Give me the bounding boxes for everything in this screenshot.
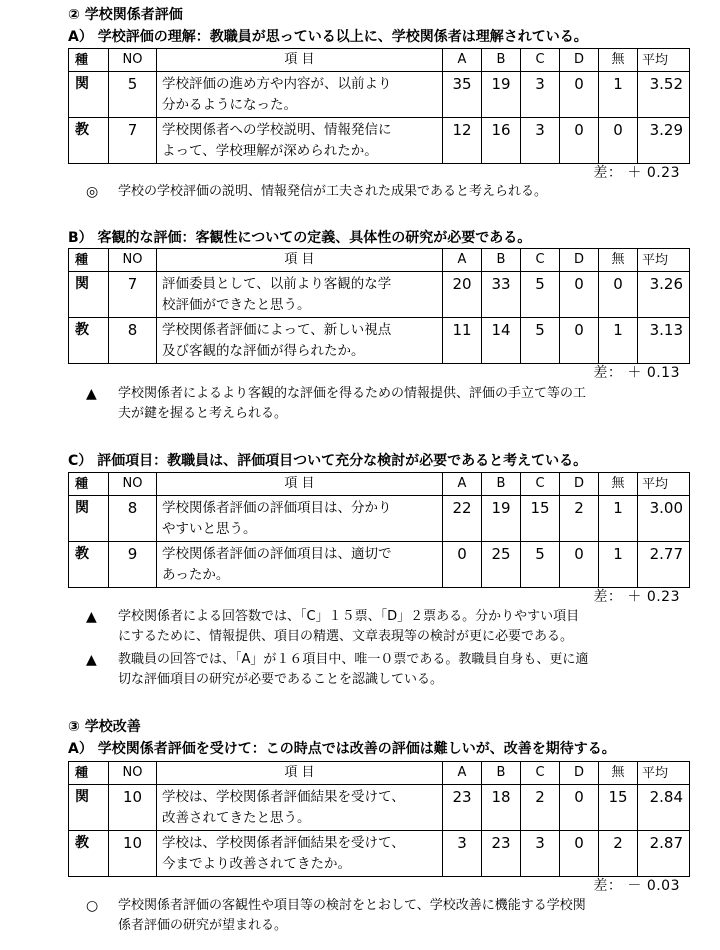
cell-no: 10 <box>109 785 157 831</box>
cell-kind: 関 <box>69 496 109 542</box>
header-avg: 平均 <box>638 249 690 272</box>
cell-avg: 2.87 <box>638 831 690 877</box>
cell-b: 16 <box>482 118 521 164</box>
table-header-row <box>69 473 690 496</box>
header-a: A <box>443 249 482 272</box>
cell-item <box>157 272 443 318</box>
cell-a: 3 <box>443 831 482 877</box>
header-b: B <box>482 762 521 785</box>
cell-item <box>157 496 443 542</box>
cell-item-line: 学校は、学校関係者評価結果を受けて、 <box>162 835 405 851</box>
cell-no: 10 <box>109 831 157 877</box>
cell-kind: 関 <box>69 785 109 831</box>
cell-none: 1 <box>599 318 638 364</box>
cell-no: 7 <box>109 118 157 164</box>
note-line: 学校関係者によるより客観的な評価を得るための情報提供、評価の手立て等の工 <box>118 386 587 401</box>
note-text <box>118 650 588 690</box>
header-none: 無 <box>599 49 638 72</box>
cell-b: 23 <box>482 831 521 877</box>
diff-2a: 差： ＋ 0.23 <box>593 165 680 181</box>
section2-title: ② 学校関係者評価 <box>68 7 183 23</box>
cell-a: 35 <box>443 72 482 118</box>
note-mark: ○ <box>86 898 99 914</box>
cell-none: 0 <box>599 118 638 164</box>
cell-no: 9 <box>109 542 157 588</box>
header-d: D <box>560 49 599 72</box>
cell-item-line: あったか。 <box>162 567 230 583</box>
cell-b: 19 <box>482 496 521 542</box>
header-a: A <box>443 762 482 785</box>
header-b: B <box>482 473 521 496</box>
cell-item-line: 学校は、学校関係者評価結果を受けて、 <box>162 789 405 805</box>
cell-a: 23 <box>443 785 482 831</box>
cell-d: 0 <box>560 318 599 364</box>
cell-no: 7 <box>109 272 157 318</box>
cell-avg: 3.26 <box>638 272 690 318</box>
note-text <box>118 607 579 647</box>
note-mark: ▲ <box>86 386 97 402</box>
section2a-heading: A） 学校評価の理解：教職員が思っている以上に、学校関係者は理解されている。 <box>68 29 588 45</box>
header-a: A <box>443 473 482 496</box>
cell-c: 5 <box>521 272 560 318</box>
cell-item <box>157 318 443 364</box>
header-c: C <box>521 49 560 72</box>
cell-item-line: 学校関係者評価によって、新しい視点 <box>162 322 392 338</box>
header-item: 項 目 <box>157 473 443 496</box>
header-d: D <box>560 249 599 272</box>
cell-d: 0 <box>560 785 599 831</box>
cell-item-line: 評価委員として、以前より客観的な学 <box>162 276 392 292</box>
cell-d: 0 <box>560 72 599 118</box>
cell-c: 3 <box>521 831 560 877</box>
note-text <box>118 896 586 936</box>
cell-no: 8 <box>109 318 157 364</box>
cell-none: 1 <box>599 496 638 542</box>
note-line: 係者評価の研究が望まれる。 <box>118 918 288 933</box>
cell-a: 20 <box>443 272 482 318</box>
cell-item-line: 分かるようになった。 <box>162 97 297 113</box>
header-none: 無 <box>599 473 638 496</box>
header-avg: 平均 <box>638 762 690 785</box>
note-mark: ◎ <box>86 184 99 200</box>
cell-kind: 教 <box>69 831 109 877</box>
cell-avg: 3.52 <box>638 72 690 118</box>
table-header-row <box>69 49 690 72</box>
header-item: 項 目 <box>157 249 443 272</box>
cell-b: 14 <box>482 318 521 364</box>
cell-b: 18 <box>482 785 521 831</box>
header-kind: 種 <box>69 249 109 272</box>
cell-c: 5 <box>521 542 560 588</box>
header-c: C <box>521 473 560 496</box>
table-row <box>69 496 690 542</box>
cell-item-line: 校評価ができたと思う。 <box>162 297 311 313</box>
cell-avg: 3.00 <box>638 496 690 542</box>
cell-a: 0 <box>443 542 482 588</box>
header-kind: 種 <box>69 49 109 72</box>
note-text <box>118 182 547 202</box>
table-header-row <box>69 249 690 272</box>
header-item: 項 目 <box>157 762 443 785</box>
table-row <box>69 318 690 364</box>
cell-b: 25 <box>482 542 521 588</box>
cell-c: 3 <box>521 118 560 164</box>
header-none: 無 <box>599 249 638 272</box>
cell-a: 12 <box>443 118 482 164</box>
section2c-heading: C） 評価項目：教職員は、評価項目ついて充分な検討が必要であると考えている。 <box>68 453 588 469</box>
cell-d: 0 <box>560 831 599 877</box>
cell-kind: 教 <box>69 118 109 164</box>
table-row <box>69 831 690 877</box>
cell-c: 2 <box>521 785 560 831</box>
cell-d: 0 <box>560 542 599 588</box>
header-b: B <box>482 49 521 72</box>
cell-none: 2 <box>599 831 638 877</box>
header-none: 無 <box>599 762 638 785</box>
cell-item-line: よって、学校理解が深められたか。 <box>162 143 378 159</box>
note-mark: ▲ <box>86 652 97 668</box>
cell-item-line: 今までより改善されてきたか。 <box>162 856 351 872</box>
header-no: NO <box>109 49 157 72</box>
cell-none: 1 <box>599 72 638 118</box>
diff-2c: 差： ＋ 0.23 <box>593 589 680 605</box>
header-kind: 種 <box>69 762 109 785</box>
cell-none: 1 <box>599 542 638 588</box>
cell-avg: 2.84 <box>638 785 690 831</box>
cell-b: 19 <box>482 72 521 118</box>
table-2b <box>68 248 690 364</box>
table-row <box>69 72 690 118</box>
cell-kind: 関 <box>69 272 109 318</box>
header-d: D <box>560 473 599 496</box>
note-line: 夫が鍵を握ると考えられる。 <box>118 406 288 421</box>
table-row <box>69 785 690 831</box>
header-a: A <box>443 49 482 72</box>
cell-no: 8 <box>109 496 157 542</box>
cell-kind: 教 <box>69 318 109 364</box>
note-line: 学校関係者評価の客観性や項目等の検討をとおして、学校改善に機能する学校関 <box>118 898 586 913</box>
cell-item-line: 学校関係者評価の評価項目は、分かり <box>162 500 392 516</box>
section3a-heading: A） 学校関係者評価を受けて：この時点では改善の評価は難しいが、改善を期待する。 <box>68 741 616 757</box>
header-no: NO <box>109 762 157 785</box>
cell-item-line: 改善されてきたと思う。 <box>162 810 311 826</box>
table-row <box>69 118 690 164</box>
header-d: D <box>560 762 599 785</box>
cell-c: 3 <box>521 72 560 118</box>
note-line: にするために、情報提供、項目の精選、文章表現等の検討が更に必要である。 <box>118 629 574 644</box>
cell-item-line: やすいと思う。 <box>162 521 257 537</box>
cell-avg: 3.13 <box>638 318 690 364</box>
cell-item-line: 及び客観的な評価が得られたか。 <box>162 343 365 359</box>
table-2a <box>68 48 690 164</box>
table-header-row <box>69 762 690 785</box>
cell-d: 0 <box>560 118 599 164</box>
note-line: 学校の学校評価の説明、情報発信が工夫された成果であると考えられる。 <box>118 184 548 199</box>
section3-title: ③ 学校改善 <box>68 719 141 735</box>
cell-none: 0 <box>599 272 638 318</box>
note-line: 切な評価項目の研究が必要であることを認識している。 <box>118 672 444 687</box>
section2b-heading: B） 客観的な評価：客観性についての定義、具体性の研究が必要である。 <box>68 230 532 246</box>
note-text <box>118 384 586 424</box>
header-item: 項 目 <box>157 49 443 72</box>
cell-d: 0 <box>560 272 599 318</box>
cell-item <box>157 831 443 877</box>
cell-item <box>157 72 443 118</box>
header-avg: 平均 <box>638 49 690 72</box>
header-no: NO <box>109 473 157 496</box>
cell-c: 15 <box>521 496 560 542</box>
header-c: C <box>521 762 560 785</box>
table-3a <box>68 761 690 877</box>
cell-no: 5 <box>109 72 157 118</box>
header-no: NO <box>109 249 157 272</box>
cell-item <box>157 785 443 831</box>
cell-avg: 2.77 <box>638 542 690 588</box>
table-row <box>69 542 690 588</box>
table-row <box>69 272 690 318</box>
cell-item-line: 学校関係者への学校説明、情報発信に <box>162 122 392 138</box>
cell-b: 33 <box>482 272 521 318</box>
cell-item-line: 学校評価の進め方や内容が、以前より <box>162 76 392 92</box>
cell-item <box>157 118 443 164</box>
cell-a: 22 <box>443 496 482 542</box>
cell-kind: 教 <box>69 542 109 588</box>
diff-2b: 差： ＋ 0.13 <box>593 365 680 381</box>
cell-avg: 3.29 <box>638 118 690 164</box>
note-line: 教職員の回答では、「A」が１６項目中、唯一０票である。教職員自身も、更に適 <box>118 652 589 667</box>
header-avg: 平均 <box>638 473 690 496</box>
cell-item <box>157 542 443 588</box>
table-2c <box>68 472 690 588</box>
header-kind: 種 <box>69 473 109 496</box>
cell-none: 15 <box>599 785 638 831</box>
header-b: B <box>482 249 521 272</box>
cell-a: 11 <box>443 318 482 364</box>
cell-d: 2 <box>560 496 599 542</box>
cell-kind: 関 <box>69 72 109 118</box>
diff-3a: 差： － 0.03 <box>593 878 680 894</box>
cell-item-line: 学校関係者評価の評価項目は、適切で <box>162 546 392 562</box>
note-mark: ▲ <box>86 609 97 625</box>
cell-c: 5 <box>521 318 560 364</box>
header-c: C <box>521 249 560 272</box>
note-line: 学校関係者による回答数では、「C」１５票、「D」２票ある。分かりやすい項目 <box>118 609 580 624</box>
